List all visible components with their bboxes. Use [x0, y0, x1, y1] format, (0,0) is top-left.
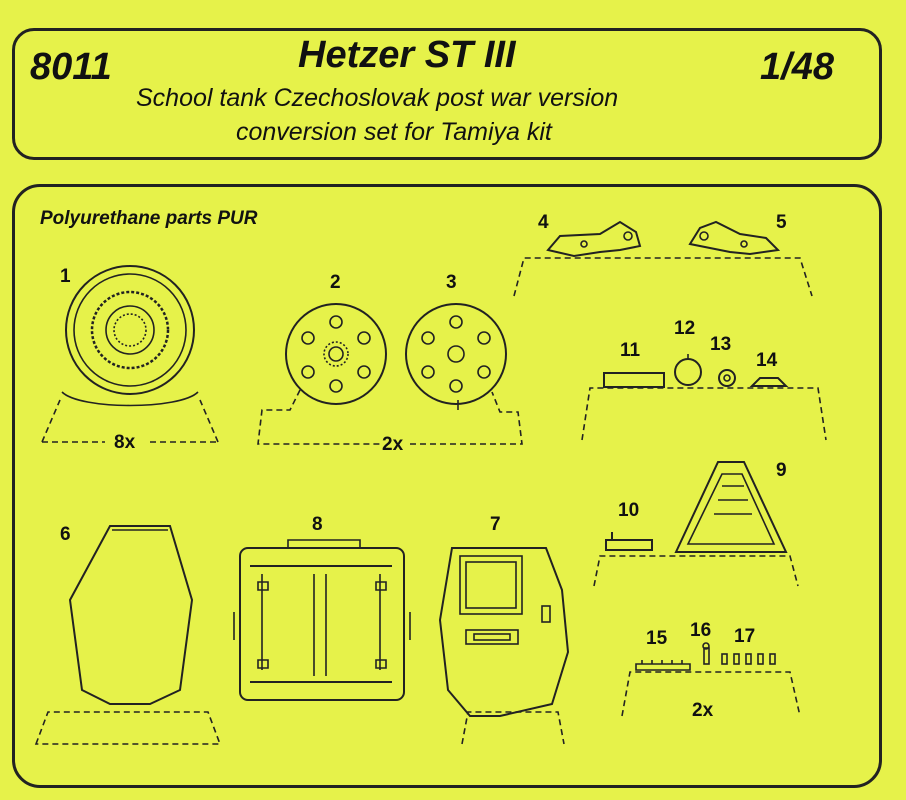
label-part-16: 16: [690, 620, 712, 641]
label-part-9: 9: [776, 460, 787, 481]
label-part-1: 1: [60, 266, 71, 287]
label-part-5: 5: [776, 212, 787, 233]
part-7-front-plate: [440, 548, 568, 744]
product-title: Hetzer ST III: [298, 34, 516, 76]
label-part-2: 2: [330, 272, 341, 293]
quantity-wheel: 8x: [114, 432, 136, 453]
subtitle-line-1: School tank Czechoslovak post war version: [136, 84, 619, 112]
label-part-10: 10: [618, 500, 640, 521]
part-8-deck-plate: [234, 540, 410, 700]
label-part-12: 12: [674, 318, 696, 339]
part-4-5-brackets: [514, 222, 812, 296]
label-part-13: 13: [710, 334, 732, 355]
product-scale: 1/48: [760, 46, 834, 88]
label-part-7: 7: [490, 514, 501, 535]
subtitle-line-2: conversion set for Tamiya kit: [236, 118, 552, 146]
label-part-11: 11: [620, 340, 641, 361]
label-part-17: 17: [734, 626, 756, 647]
part-2-sprocket: [258, 304, 386, 444]
part-1-road-wheel: [42, 266, 218, 442]
parts-9-10-ramp: [594, 462, 798, 586]
label-part-15: 15: [646, 628, 668, 649]
product-code: 8011: [30, 46, 112, 88]
quantity-details: 2x: [692, 700, 714, 721]
parts-11-14-details: [582, 354, 826, 440]
label-part-4: 4: [538, 212, 549, 233]
label-part-14: 14: [756, 350, 778, 371]
panel-heading: Polyurethane parts PUR: [40, 208, 258, 229]
label-part-8: 8: [312, 514, 323, 535]
quantity-sprockets: 2x: [382, 434, 404, 455]
part-6-cover: [36, 526, 220, 744]
label-part-3: 3: [446, 272, 457, 293]
label-part-6: 6: [60, 524, 71, 545]
part-3-sprocket: [406, 304, 522, 444]
